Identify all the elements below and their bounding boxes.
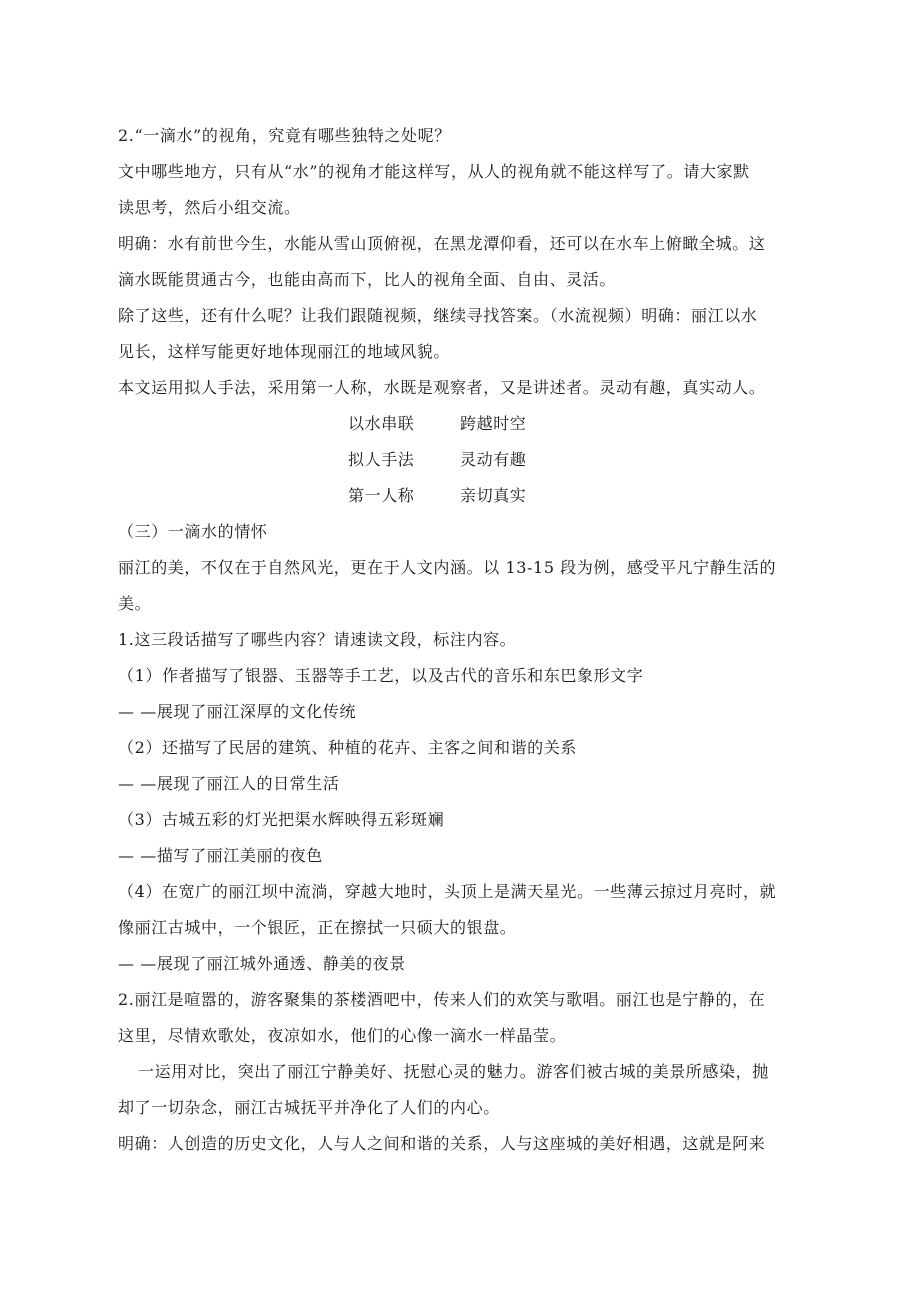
paragraph-intro-cont: 美。 (118, 594, 152, 613)
summary-table (118, 406, 798, 514)
document-page (118, 118, 798, 1162)
summary-technique: 第一人称 (348, 486, 415, 505)
paragraph-summary: 本文运用拟人手法，采用第一人称，水既是观察者，又是讲述者。灵动有趣，真实动人。 (118, 378, 766, 397)
final-answer: 明确：人创造的历史文化，人与人之间和谐的关系，人与这座城的美好相遇，这就是阿来 (118, 1134, 766, 1153)
contrast-note: 一运用对比，突出了丽江宁静美好、抚慰心灵的魅力。游客们被古城的美景所感染，抛 (138, 1062, 769, 1081)
summary-effect: 跨越时空 (460, 414, 527, 433)
paragraph-question: 文中哪些地方，只有从“水”的视角才能这样写，从人的视角就不能这样写了。请大家默 (118, 162, 750, 181)
question-2: 2.丽江是喧嚣的，游客聚集的茶楼酒吧中，传来人们的欢笑与歌唱。丽江也是宁静的，在 (118, 990, 766, 1009)
item-2-note: — —展现了丽江人的日常生活 (118, 774, 340, 793)
item-3: （3）古城五彩的灯光把渠水辉映得五彩斑斓 (118, 810, 445, 829)
paragraph-heading-viewpoint: 2.“一滴水”的视角，究竟有哪些独特之处呢？ (118, 126, 451, 145)
paragraph-answer-1-cont: 滴水既能贯通古今，也能由高而下，比人的视角全面、自由、灵活。 (118, 270, 617, 289)
paragraph-answer-1: 明确：水有前世今生，水能从雪山顶俯视，在黑龙潭仰看，还可以在水车上俯瞰全城。这 (118, 234, 766, 253)
contrast-note-cont: 却了一切杂念，丽江古城抚平并净化了人们的内心。 (118, 1098, 500, 1117)
item-4: （4）在宽广的丽江坝中流淌，穿越大地时，头顶上是满天星光。一些薄云掠过月亮时，就 (118, 882, 777, 901)
summary-technique: 以水串联 (348, 414, 415, 433)
item-4-note: — —展现了丽江城外通透、静美的夜景 (118, 954, 406, 973)
item-4-cont: 像丽江古城中，一个银匠，正在擦拭一只硕大的银盘。 (118, 918, 517, 937)
summary-row (118, 406, 798, 442)
item-1: （1）作者描写了银器、玉器等手工艺，以及古代的音乐和东巴象形文字 (118, 666, 644, 685)
paragraph-question-cont: 读思考，然后小组交流。 (118, 198, 301, 217)
paragraph-answer-2-cont: 见长，这样写能更好地体现丽江的地域风貌。 (118, 342, 451, 361)
summary-row (118, 478, 798, 514)
paragraph-intro: 丽江的美，不仅在于自然风光，更在于人文内涵。以 13-15 段为例，感受平凡宁静生活的 (118, 558, 777, 577)
summary-effect: 亲切真实 (460, 486, 527, 505)
summary-row (118, 442, 798, 478)
question-2-cont: 这里，尽情欢歌处，夜凉如水，他们的心像一滴水一样晶莹。 (118, 1026, 567, 1045)
paragraph-answer-2: 除了这些，还有什么呢？让我们跟随视频，继续寻找答案。（水流视频）明确：丽江以水 (118, 306, 758, 325)
summary-effect: 灵动有趣 (460, 450, 527, 469)
section-heading-3: （三）一滴水的情怀 (118, 522, 268, 541)
item-3-note: — —描写了丽江美丽的夜色 (118, 846, 323, 865)
summary-technique: 拟人手法 (348, 450, 415, 469)
question-1: 1.这三段话描写了哪些内容？请速读文段，标注内容。 (118, 630, 517, 649)
item-2: （2）还描写了民居的建筑、种植的花卉、主客之间和谐的关系 (118, 738, 577, 757)
item-1-note: — —展现了丽江深厚的文化传统 (118, 702, 357, 721)
